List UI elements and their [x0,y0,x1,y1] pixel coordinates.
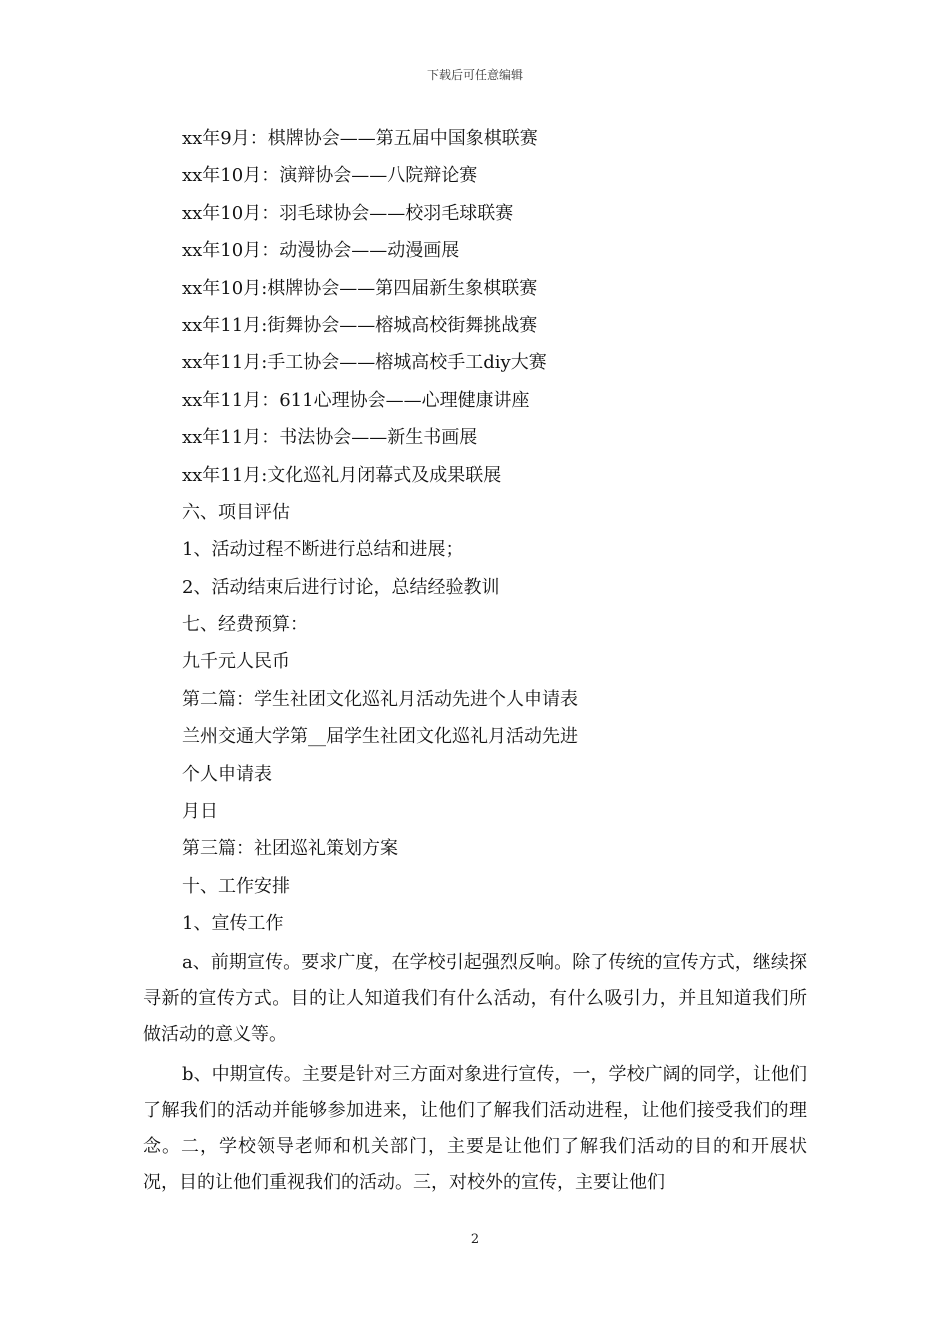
text-line: 个人申请表 [182,763,272,785]
text-line: 1、宣传工作 [182,913,284,935]
page-header: 下载后可任意编辑 [426,68,523,82]
document-body [143,120,807,1201]
text-line: xx年11月:手工协会——榕城高校手工diy大赛 [182,352,547,374]
body-paragraph: a、前期宣传。要求广度，在学校引起强烈反响。除了传统的宣传方式，继续探寻新的宣传方式。目的让人知道我们有什么活动，有什么吸引力，并且知道我们所做活动的意义等。 [143,951,807,1045]
section-heading: 十、工作安排 [182,875,290,897]
text-line: 九千元人民币 [182,651,290,673]
text-line: 1、活动过程不断进行总结和进展； [182,539,464,561]
text-line: 2、活动结束后进行讨论，总结经验教训 [182,576,500,598]
text-line: xx年11月：书法协会——新生书画展 [182,427,478,449]
page-number: 2 [470,1232,480,1247]
text-line: xx年11月：611心理协会——心理健康讲座 [182,389,530,411]
text-line: 兰州交通大学第__届学生社团文化巡礼月活动先进 [182,726,578,748]
text-line: xx年10月：羽毛球协会——校羽毛球联赛 [182,202,514,224]
body-paragraph: b、中期宣传。主要是针对三方面对象进行宣传，一，学校广阔的同学，让他们了解我们的活动并能够参加进来，让他们了解我们活动进程，让他们接受我们的理念。二，学校领导老师和机关部门，主要是让他们了解我们活动的目的和开展状况，目的让他们重视我们的活动。三，对校外的宣传，主要让他们 [143,1063,807,1193]
text-line: xx年10月：动漫协会——动漫画展 [182,240,460,262]
text-line: 月日 [182,801,218,823]
text-line: xx年11月:文化巡礼月闭幕式及成果联展 [182,464,502,486]
section-heading: 六、项目评估 [182,501,290,523]
chapter-title: 第三篇：社团巡礼策划方案 [182,838,398,860]
chapter-title: 第二篇：学生社团文化巡礼月活动先进个人申请表 [182,688,578,710]
text-line: xx年10月：演辩协会——八院辩论赛 [182,165,478,187]
section-heading: 七、经费预算： [182,614,308,636]
text-line: xx年11月:街舞协会——榕城高校街舞挑战赛 [182,314,538,336]
text-line: xx年9月：棋牌协会——第五届中国象棋联赛 [182,128,538,149]
text-line: xx年10月:棋牌协会——第四届新生象棋联赛 [182,277,538,299]
